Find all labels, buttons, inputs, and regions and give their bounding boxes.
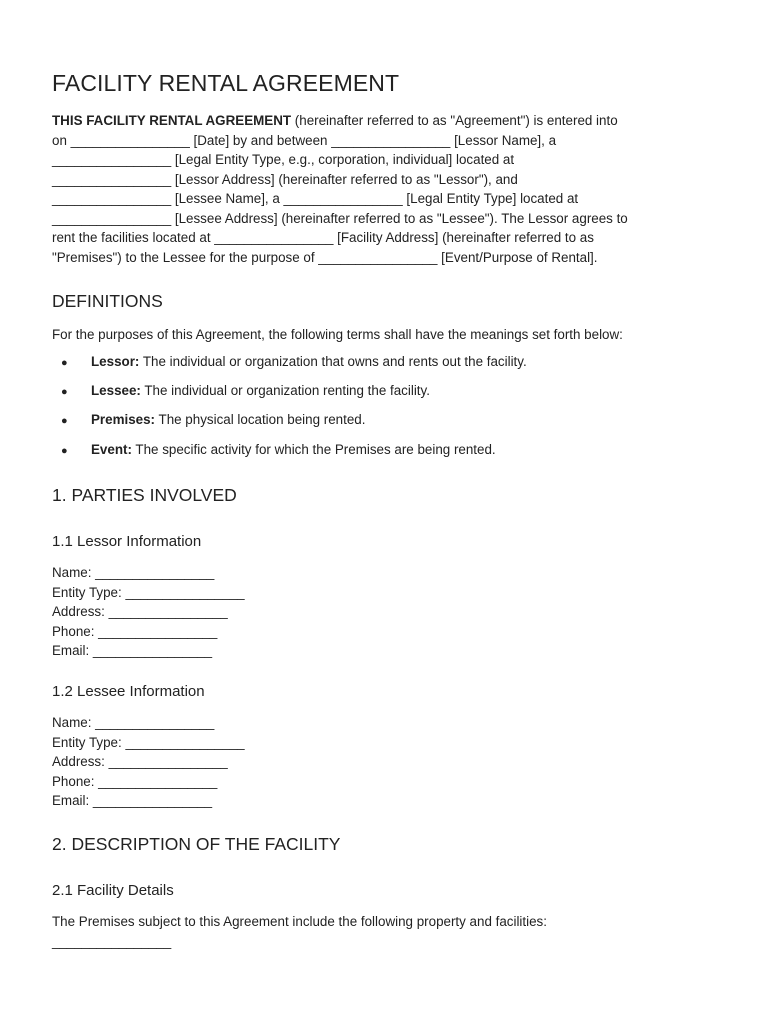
lessor-name-field: Name: ________________ bbox=[52, 565, 215, 580]
definition-item-lessee bbox=[52, 383, 527, 412]
facility-details-blank: ________________ bbox=[52, 934, 172, 949]
definition-term: Premises: bbox=[91, 412, 156, 428]
intro-paragraph bbox=[52, 111, 732, 267]
definition-item-premises bbox=[52, 412, 527, 441]
intro-line: ________________ [Lessor Address] (hereinafter referred to as "Lessor"), and bbox=[52, 171, 518, 187]
definition-term: Event: bbox=[91, 441, 132, 457]
intro-line: ________________ [Lessee Address] (hereinafter referred to as "Lessee"). The Lessor agrees to bbox=[52, 210, 628, 226]
definitions-heading: DEFINITIONS bbox=[52, 291, 163, 311]
lessor-phone-field: Phone: ________________ bbox=[52, 623, 218, 639]
definition-term: Lessee: bbox=[91, 383, 141, 399]
lessor-fields bbox=[52, 565, 245, 663]
lessee-phone-field: Phone: ________________ bbox=[52, 773, 218, 789]
facility-details-text: The Premises subject to this Agreement include the following property and facilities: bbox=[52, 914, 547, 929]
lessor-email-field: Email: ________________ bbox=[52, 643, 213, 658]
intro-line: ________________ [Legal Entity Type, e.g., corporation, individual] located at bbox=[52, 152, 515, 167]
definition-text: The physical location being rented. bbox=[155, 412, 366, 428]
bullet-icon: ● bbox=[61, 444, 68, 457]
bullet-icon: ● bbox=[61, 386, 68, 399]
definition-text: The individual or organization renting the facility. bbox=[140, 383, 430, 399]
intro-line: ________________ [Lessee Name], a ________________ [Legal Entity Type] located at bbox=[52, 191, 579, 206]
lessee-name-field: Name: ________________ bbox=[52, 715, 215, 730]
facility-details-heading: 2.1 Facility Details bbox=[52, 882, 174, 899]
intro-line: "Premises") to the Lessee for the purpose of ________________ [Event/Purpose of Rental]. bbox=[52, 249, 598, 265]
lessee-entity-type-field: Entity Type: ________________ bbox=[52, 734, 245, 750]
bullet-icon: ● bbox=[61, 357, 68, 369]
lessee-email-field: Email: ________________ bbox=[52, 793, 213, 808]
document-title: FACILITY RENTAL AGREEMENT bbox=[52, 70, 400, 96]
definitions-list bbox=[52, 354, 527, 471]
lessor-info-heading: 1.1 Lessor Information bbox=[52, 533, 202, 550]
lessee-address-field: Address: ________________ bbox=[52, 754, 228, 769]
definition-text: The specific activity for which the Premises are being rented. bbox=[131, 441, 496, 457]
section-1-heading: 1. PARTIES INVOLVED bbox=[52, 485, 237, 505]
lessee-info-heading: 1.2 Lessee Information bbox=[52, 683, 205, 700]
intro-line: (hereinafter referred to as "Agreement") is entered into bbox=[291, 113, 618, 128]
definition-term: Lessor: bbox=[91, 354, 140, 369]
bullet-icon: ● bbox=[61, 415, 68, 428]
intro-bold-lead: THIS FACILITY RENTAL AGREEMENT bbox=[52, 113, 292, 128]
lessor-entity-type-field: Entity Type: ________________ bbox=[52, 584, 245, 600]
definition-item-event bbox=[52, 442, 527, 471]
section-2-heading: 2. DESCRIPTION OF THE FACILITY bbox=[52, 834, 341, 854]
definition-item-lessor bbox=[52, 354, 527, 383]
definition-text: The individual or organization that owns and rents out the facility. bbox=[139, 354, 527, 369]
definitions-lead: For the purposes of this Agreement, the following terms shall have the meanings set forth below: bbox=[52, 327, 623, 342]
lessee-fields bbox=[52, 715, 245, 813]
intro-line: rent the facilities located at ________________ [Facility Address] (hereinafter referred to as bbox=[52, 230, 594, 245]
intro-line: on ________________ [Date] by and between ________________ [Lessor Name], a bbox=[52, 132, 557, 148]
lessor-address-field: Address: ________________ bbox=[52, 604, 228, 619]
